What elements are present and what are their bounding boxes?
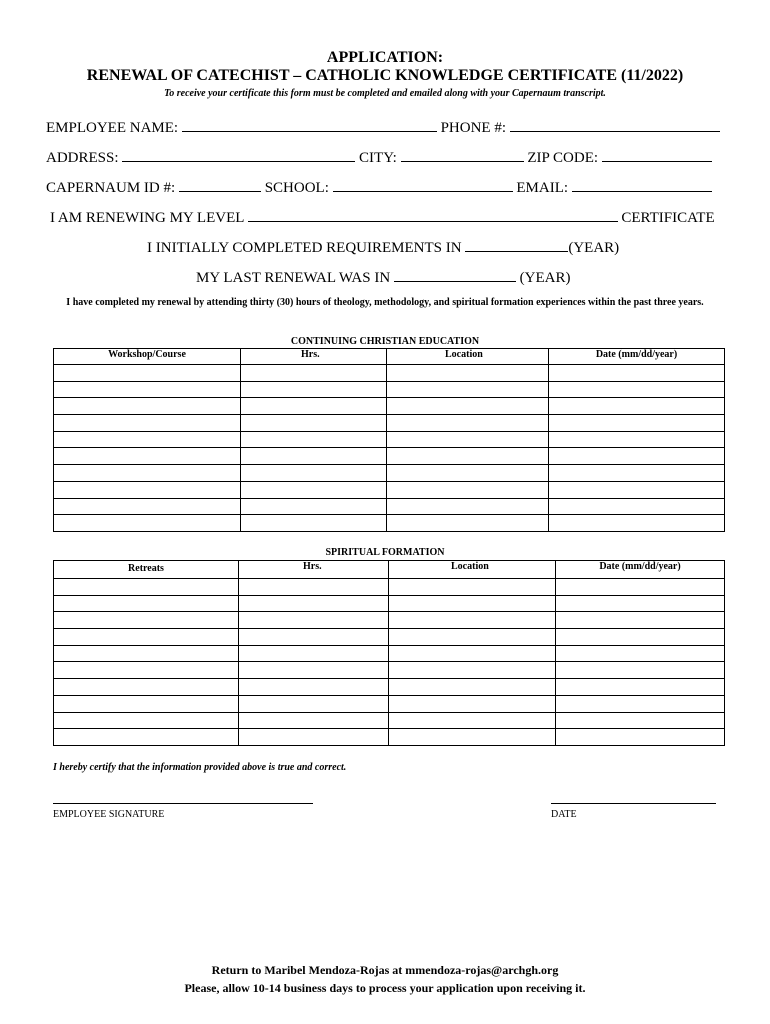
sf-date-cell[interactable] — [556, 645, 725, 662]
sf-date-cell[interactable] — [556, 712, 725, 729]
ce-header-workshop: Workshop/Course — [54, 349, 241, 365]
ce-date-cell[interactable] — [549, 465, 725, 482]
capernaum-id-field[interactable] — [179, 178, 261, 192]
form-subtitle-title: RENEWAL OF CATECHIST – CATHOLIC KNOWLEDGE CERTIFICATE (11/2022) — [86, 67, 684, 84]
ce-course-cell[interactable] — [54, 398, 241, 415]
ce-location-cell[interactable] — [387, 431, 549, 448]
sf-location-cell[interactable] — [389, 679, 556, 696]
sf-hours-cell[interactable] — [239, 662, 389, 679]
sf-location-cell[interactable] — [389, 629, 556, 646]
table-row — [54, 729, 725, 746]
ce-date-cell[interactable] — [549, 498, 725, 515]
sf-hours-cell[interactable] — [239, 595, 389, 612]
table-row — [54, 465, 725, 482]
table-row — [54, 645, 725, 662]
capernaum-row — [46, 178, 712, 197]
sf-course-cell[interactable] — [54, 712, 239, 729]
last-renewal-suffix: (YEAR) — [519, 270, 571, 286]
ce-hours-cell[interactable] — [241, 415, 387, 432]
email-label: EMAIL: — [516, 180, 569, 196]
table-row — [54, 612, 725, 629]
table-row — [54, 498, 725, 515]
sf-header-date: Date (mm/dd/year) — [556, 561, 725, 579]
ce-location-cell[interactable] — [387, 398, 549, 415]
table-row — [54, 579, 725, 596]
ce-course-cell[interactable] — [54, 381, 241, 398]
table-row — [54, 515, 725, 532]
table-row — [54, 695, 725, 712]
ce-course-cell[interactable] — [54, 448, 241, 465]
sf-location-cell[interactable] — [389, 579, 556, 596]
form-instructions: To receive your certificate this form must be completed and emailed along with your Capernaum transcript. — [164, 88, 606, 99]
table-row — [54, 381, 725, 398]
continuing-education-table — [53, 348, 725, 532]
sf-hours-cell[interactable] — [239, 729, 389, 746]
ce-location-cell[interactable] — [387, 448, 549, 465]
ce-hours-cell[interactable] — [241, 498, 387, 515]
ce-location-cell[interactable] — [387, 498, 549, 515]
table-row — [54, 662, 725, 679]
spiritual-formation-caption: SPIRITUAL FORMATION — [325, 547, 445, 558]
certify-statement: I hereby certify that the information provided above is true and correct. — [53, 762, 347, 773]
sf-hours-cell[interactable] — [239, 579, 389, 596]
school-field[interactable] — [333, 178, 513, 192]
initially-completed-label: I INITIALLY COMPLETED REQUIREMENTS IN — [147, 240, 462, 256]
table-row — [54, 398, 725, 415]
address-row — [46, 148, 712, 167]
ce-location-cell[interactable] — [387, 465, 549, 482]
ce-location-cell[interactable] — [387, 381, 549, 398]
ce-course-cell[interactable] — [54, 365, 241, 382]
renewing-level-field[interactable] — [248, 208, 618, 222]
ce-hours-cell[interactable] — [241, 431, 387, 448]
ce-date-cell[interactable] — [549, 431, 725, 448]
ce-location-cell[interactable] — [387, 415, 549, 432]
sf-course-cell[interactable] — [54, 612, 239, 629]
email-field[interactable] — [572, 178, 712, 192]
sf-hours-cell[interactable] — [239, 612, 389, 629]
capernaum-id-label: CAPERNAUM ID #: — [46, 180, 176, 196]
sf-course-cell[interactable] — [54, 595, 239, 612]
renewing-level-suffix: CERTIFICATE — [621, 210, 715, 226]
ce-hours-cell[interactable] — [241, 381, 387, 398]
ce-hours-cell[interactable] — [241, 515, 387, 532]
table-row — [54, 629, 725, 646]
address-field[interactable] — [122, 148, 355, 162]
renewal-statement: I have completed my renewal by attending thirty (30) hours of theology, methodology, and spiritual formation experiences within the past three years. — [66, 297, 704, 308]
ce-course-cell[interactable] — [54, 498, 241, 515]
sf-location-cell[interactable] — [389, 662, 556, 679]
ce-date-cell[interactable] — [549, 398, 725, 415]
table-row — [54, 712, 725, 729]
sf-course-cell[interactable] — [54, 729, 239, 746]
ce-date-cell[interactable] — [549, 381, 725, 398]
table-row — [54, 481, 725, 498]
initially-completed-suffix: (YEAR) — [568, 240, 620, 256]
ce-course-cell[interactable] — [54, 465, 241, 482]
ce-date-cell[interactable] — [549, 365, 725, 382]
employee-name-field[interactable] — [182, 118, 437, 132]
sf-location-cell[interactable] — [389, 595, 556, 612]
ce-hours-cell[interactable] — [241, 465, 387, 482]
table-row — [54, 431, 725, 448]
sf-date-cell[interactable] — [556, 679, 725, 696]
sf-course-cell[interactable] — [54, 645, 239, 662]
table-row — [54, 365, 725, 382]
continuing-education-caption: CONTINUING CHRISTIAN EDUCATION — [290, 336, 480, 347]
ce-course-cell[interactable] — [54, 481, 241, 498]
school-label: SCHOOL: — [264, 180, 329, 196]
sf-location-cell[interactable] — [389, 645, 556, 662]
sf-hours-cell[interactable] — [239, 712, 389, 729]
ce-location-cell[interactable] — [387, 515, 549, 532]
last-renewal-label: MY LAST RENEWAL WAS IN — [196, 270, 391, 286]
zip-field[interactable] — [602, 148, 712, 162]
ce-hours-cell[interactable] — [241, 398, 387, 415]
sf-hours-cell[interactable] — [239, 679, 389, 696]
ce-header-location: Location — [387, 349, 549, 365]
sf-header-retreats: Retreats — [54, 561, 239, 579]
ce-location-cell[interactable] — [387, 365, 549, 382]
employee-name-label: EMPLOYEE NAME: — [46, 120, 179, 136]
sf-date-cell[interactable] — [556, 695, 725, 712]
ce-header-hours: Hrs. — [241, 349, 387, 365]
ce-date-cell[interactable] — [549, 415, 725, 432]
renewing-level-row — [50, 208, 715, 227]
sf-hours-cell[interactable] — [239, 695, 389, 712]
ce-date-cell[interactable] — [549, 515, 725, 532]
sf-course-cell[interactable] — [54, 679, 239, 696]
ce-date-cell[interactable] — [549, 481, 725, 498]
table-row — [54, 415, 725, 432]
employee-signature-line[interactable] — [53, 803, 313, 804]
sf-hours-cell[interactable] — [239, 645, 389, 662]
sf-date-cell[interactable] — [556, 662, 725, 679]
sf-header-location: Location — [389, 561, 556, 579]
initially-completed-field[interactable] — [465, 238, 568, 252]
phone-field[interactable] — [510, 118, 720, 132]
spiritual-formation-table — [53, 560, 725, 746]
table-row — [54, 448, 725, 465]
footer-processing-note: Please, allow 10-14 business days to process your application upon receiving it. — [184, 981, 586, 995]
last-renewal-field[interactable] — [394, 268, 516, 282]
initially-completed-row — [147, 238, 619, 257]
sf-location-cell[interactable] — [389, 712, 556, 729]
sf-location-cell[interactable] — [389, 695, 556, 712]
ce-date-cell[interactable] — [549, 448, 725, 465]
ce-hours-cell[interactable] — [241, 448, 387, 465]
sf-course-cell[interactable] — [54, 662, 239, 679]
renewing-level-label: I AM RENEWING MY LEVEL — [50, 210, 244, 226]
sf-course-cell[interactable] — [54, 579, 239, 596]
ce-header-date: Date (mm/dd/year) — [549, 349, 725, 365]
ce-hours-cell[interactable] — [241, 365, 387, 382]
sf-course-cell[interactable] — [54, 629, 239, 646]
sf-date-cell[interactable] — [556, 595, 725, 612]
last-renewal-row — [196, 268, 571, 287]
sf-date-cell[interactable] — [556, 579, 725, 596]
sf-header-hours: Hrs. — [239, 561, 389, 579]
sf-date-cell[interactable] — [556, 629, 725, 646]
zip-label: ZIP CODE: — [527, 150, 599, 166]
sf-date-cell[interactable] — [556, 612, 725, 629]
city-field[interactable] — [401, 148, 524, 162]
date-signature-label: DATE — [551, 809, 577, 820]
ce-course-cell[interactable] — [54, 515, 241, 532]
table-row — [54, 679, 725, 696]
address-label: ADDRESS: — [46, 150, 119, 166]
form-title: APPLICATION: — [326, 49, 444, 66]
table-row — [54, 595, 725, 612]
sf-hours-cell[interactable] — [239, 629, 389, 646]
employee-name-row — [46, 118, 720, 137]
date-signature-line[interactable] — [551, 803, 716, 804]
ce-course-cell[interactable] — [54, 431, 241, 448]
sf-date-cell[interactable] — [556, 729, 725, 746]
ce-course-cell[interactable] — [54, 415, 241, 432]
sf-course-cell[interactable] — [54, 695, 239, 712]
ce-location-cell[interactable] — [387, 481, 549, 498]
ce-hours-cell[interactable] — [241, 481, 387, 498]
phone-label: PHONE #: — [440, 120, 506, 136]
employee-signature-label: EMPLOYEE SIGNATURE — [53, 809, 165, 820]
sf-location-cell[interactable] — [389, 612, 556, 629]
city-label: CITY: — [359, 150, 397, 166]
sf-location-cell[interactable] — [389, 729, 556, 746]
footer-return-to: Return to Maribel Mendoza-Rojas at mmendoza-rojas@archgh.org — [211, 963, 559, 977]
